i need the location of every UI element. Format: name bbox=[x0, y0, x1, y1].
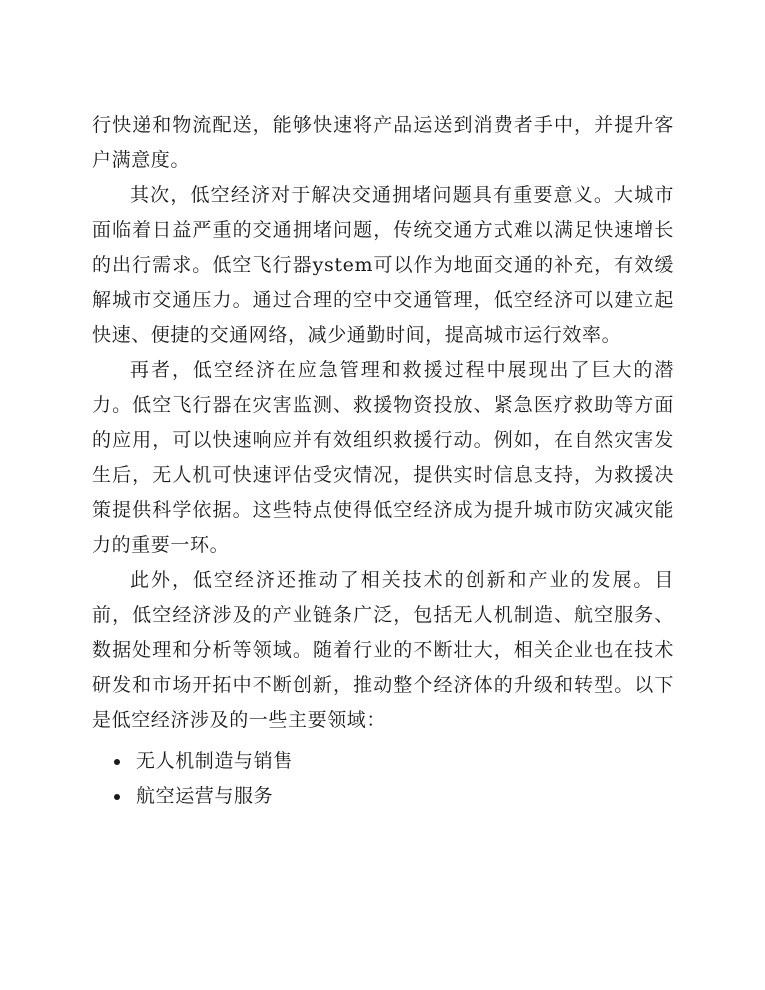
paragraph-traffic: 其次，低空经济对于解决交通拥堵问题具有重要意义。大城市面临着日益严重的交通拥堵问题，传统交通方式难以满足快速增长的出行需求。低空飞行器ystem可以作为地面交通的补充，有效缓解城市交通压力。通过合理的空中交通管理，低空经济可以建立起快速、便捷的交通网络，减少通勤时间，提高城市运行效率。 bbox=[92, 184, 674, 346]
paragraph-continuation: 行快递和物流配送，能够快速将产品运送到消费者手中，并提升客户满意度。 bbox=[92, 114, 674, 171]
list-item bbox=[92, 744, 674, 779]
bullet-dot-icon bbox=[114, 794, 120, 800]
paragraph-industry: 此外，低空经济还推动了相关技术的创新和产业的发展。目前，低空经济涉及的产业链条广泛，包括无人机制造、航空服务、数据处理和分析等领域。随着行业的不断壮大，相关企业也在技术研发和市场开拓中不断创新，推动整个经济体的升级和转型。以下是低空经济涉及的一些主要领域： bbox=[92, 569, 674, 731]
list-item bbox=[92, 779, 674, 814]
document-body bbox=[92, 108, 674, 814]
list-item-label: 航空运营与服务 bbox=[136, 785, 274, 807]
list-item-label: 无人机制造与销售 bbox=[136, 750, 293, 772]
bullet-list bbox=[92, 744, 674, 814]
bullet-dot-icon bbox=[114, 759, 120, 765]
paragraph-emergency: 再者，低空经济在应急管理和救援过程中展现出了巨大的潜力。低空飞行器在灾害监测、救援物资投放、紧急医疗救助等方面的应用，可以快速响应并有效组织救援行动。例如，在自然灾害发生后，无人机可快速评估受灾情况，提供实时信息支持，为救援决策提供科学依据。这些特点使得低空经济成为提升城市防灾减灾能力的重要一环。 bbox=[92, 359, 674, 556]
